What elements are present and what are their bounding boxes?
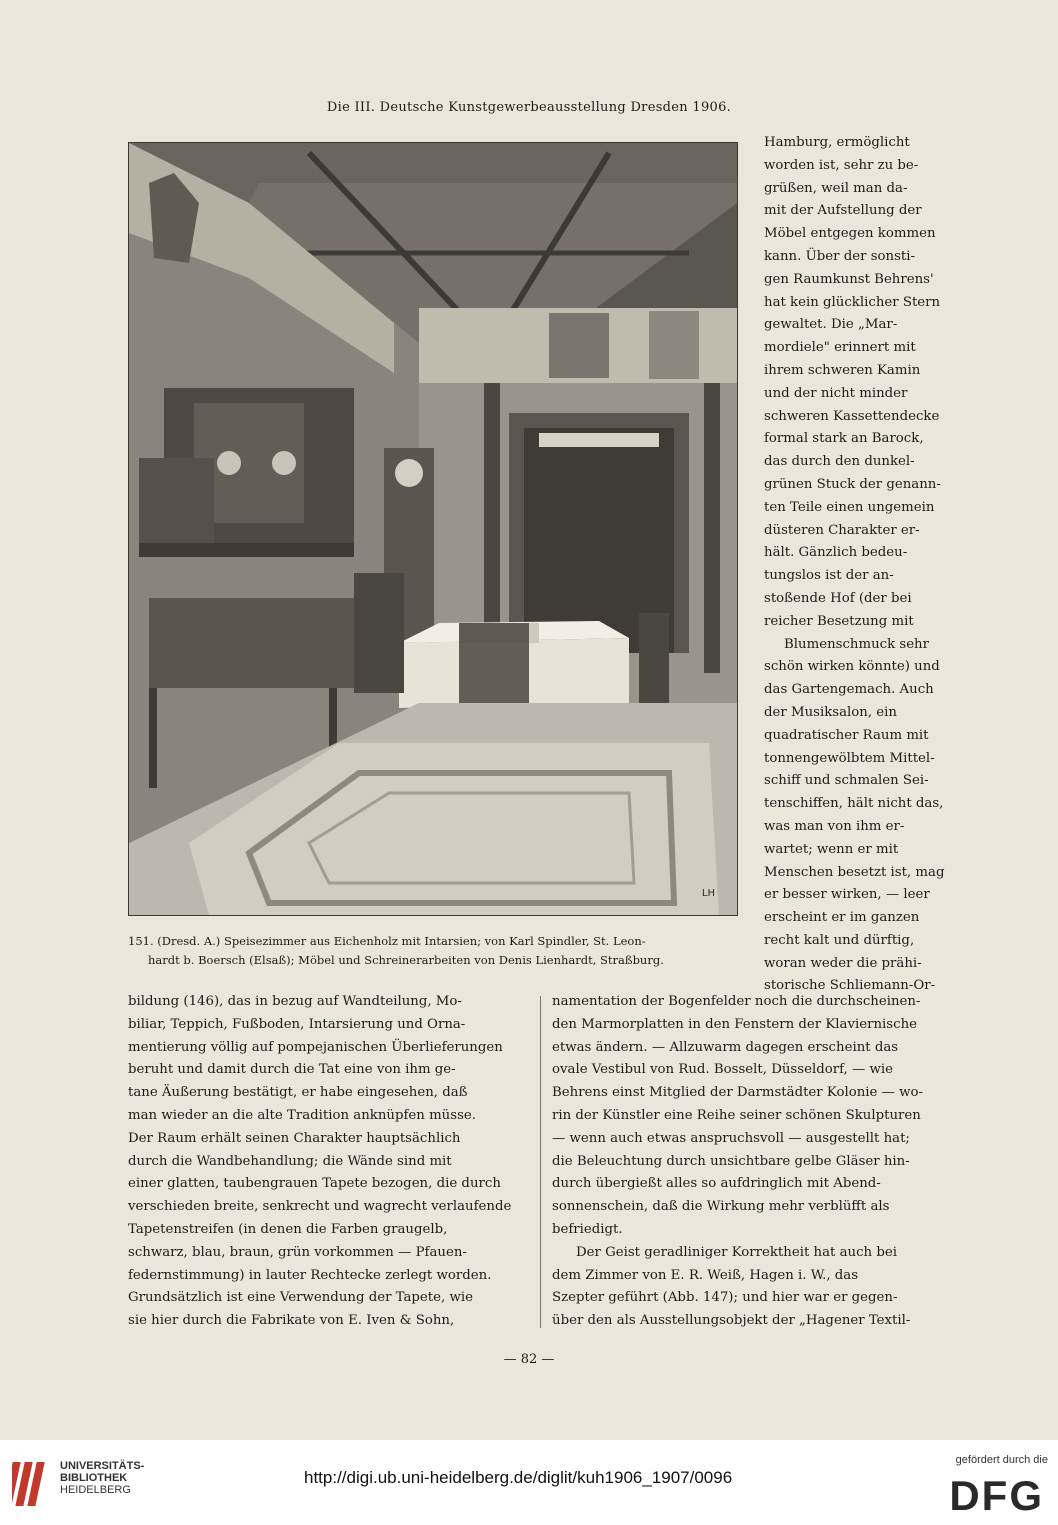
text-line: schwarz, blau, braun, grün vorkommen — Pfauen- <box>128 1244 467 1260</box>
text-line: den Marmorplatten in den Fenstern der Klaviernische <box>552 1016 917 1032</box>
text-line: Tapetenstreifen (in denen die Farben graugelb, <box>128 1221 448 1237</box>
text-line: Behrens einst Mitglied der Darmstädter Kolonie — wo- <box>552 1085 924 1101</box>
text-line: worden ist, sehr zu be- <box>764 157 919 173</box>
text-line: erscheint er im ganzen <box>764 910 920 926</box>
text-line: sonnenschein, daß die Wirkung mehr verblüfft als <box>552 1199 890 1215</box>
university-library-logo-icon <box>12 1456 52 1510</box>
text-line: grünen Stuck der genann- <box>764 476 941 492</box>
text-line: tane Äußerung bestätigt, er habe eingesehen, daß <box>128 1085 468 1101</box>
text-line: durch die Wandbehandlung; die Wände sind mit <box>128 1153 452 1169</box>
text-line: das durch den dunkel- <box>764 454 915 470</box>
text-line: das Gartengemach. Auch <box>764 682 934 698</box>
text-line: etwas ändern. — Allzuwarm dagegen erscheint das <box>552 1039 899 1055</box>
text-line: reicher Besetzung mit <box>764 613 914 629</box>
text-line: hat kein glücklicher Stern <box>764 294 941 310</box>
figure-photograph <box>128 142 738 916</box>
text-line: mit der Aufstellung der <box>764 203 922 219</box>
text-line: beruht und damit durch die Tat eine von ihm ge- <box>128 1062 456 1078</box>
text-line: man wieder an die alte Tradition anknüpfen müsse. <box>128 1107 476 1123</box>
text-line: mordiele" erinnert mit <box>764 340 916 356</box>
caption-line: hardt b. Boersch (Elsaß); Möbel und Schreinerarbeiten von Denis Lienhardt, Straßburg. <box>148 953 664 967</box>
text-line: mentierung völlig auf pompejanischen Überlieferungen <box>128 1039 503 1055</box>
text-line: was man von ihm er- <box>764 818 905 834</box>
photo-monogram: LH <box>701 888 715 899</box>
text-line: und der nicht minder <box>764 385 908 401</box>
text-line: bildung (146), das in bezug auf Wandteilung, Mo- <box>128 994 462 1009</box>
text-line: ihrem schweren Kamin <box>764 362 921 378</box>
text-line: die Beleuchtung durch unsichtbare gelbe Gläser hin- <box>552 1153 910 1169</box>
text-line: Menschen besetzt ist, mag <box>764 864 945 880</box>
side-text-column <box>764 132 960 998</box>
text-line: gewaltet. Die „Mar- <box>764 317 898 333</box>
text-line: wartet; wenn er mit <box>764 841 899 857</box>
text-line: formal stark an Barock, <box>764 431 924 447</box>
text-line: ovale Vestibul von Rud. Bosselt, Düsseldorf, — wie <box>552 1062 894 1078</box>
text-line: Der Raum erhält seinen Charakter hauptsächlich <box>128 1130 461 1146</box>
text-line: schön wirken könnte) und <box>764 659 940 675</box>
text-line: befriedigt. <box>552 1221 623 1237</box>
figure-caption <box>128 932 740 970</box>
dining-room-photo-illustration <box>129 143 737 915</box>
caption-line: 151. (Dresd. A.) Speisezimmer aus Eichenholz mit Intarsien; von Karl Spindler, St. Leon- <box>128 934 646 948</box>
text-line: — wenn auch etwas anspruchsvoll — ausgestellt hat; <box>552 1130 910 1146</box>
text-line: Hamburg, ermöglicht <box>764 135 910 150</box>
library-name-line: UNIVERSITÄTS- <box>60 1460 145 1472</box>
text-line: schiff und schmalen Sei- <box>764 773 929 789</box>
text-line: verschieden breite, senkrecht und wagrecht verlaufende <box>128 1199 512 1215</box>
text-line: stoßende Hof (der bei <box>764 590 912 606</box>
text-line: tungslos ist der an- <box>764 568 894 584</box>
text-line: düsteren Charakter er- <box>764 522 920 538</box>
text-line: durch übergießt alles so aufdringlich mit Abend- <box>552 1176 881 1192</box>
text-line: quadratischer Raum mit <box>764 727 929 743</box>
library-name-line: BIBLIOTHEK <box>60 1472 128 1484</box>
text-line: sie hier durch die Fabrikate von E. Iven & Sohn, <box>128 1313 455 1329</box>
text-line: Szepter geführt (Abb. 147); und hier war er gegen- <box>552 1290 898 1306</box>
text-line: recht kalt und dürftig, <box>764 932 915 948</box>
right-text-column <box>552 991 958 1333</box>
digitization-footer <box>0 1440 1058 1525</box>
page-number: — 82 — <box>503 1352 555 1367</box>
text-line: Blumenschmuck sehr <box>784 636 929 652</box>
library-name <box>60 1460 144 1496</box>
text-line: tonnengewölbtem Mittel- <box>764 750 935 766</box>
text-line: storische Schliemann-Or- <box>764 978 936 994</box>
text-line: tenschiffen, hält nicht das, <box>764 796 944 812</box>
text-line: biliar, Teppich, Fußboden, Intarsierung und Orna- <box>128 1016 466 1032</box>
text-line: kann. Über der sonsti- <box>764 248 916 264</box>
text-line: woran weder die prähi- <box>764 955 922 971</box>
text-line: namentation der Bogenfelder noch die durchscheinen- <box>552 994 921 1009</box>
text-line: ten Teile einen ungemein <box>764 499 935 515</box>
text-line: über den als Ausstellungsobjekt der „Hagener Textil- <box>552 1313 911 1329</box>
text-line: einer glatten, taubengrauen Tapete bezogen, die durch <box>128 1176 501 1192</box>
left-text-column <box>128 991 528 1333</box>
text-line: gen Raumkunst Behrens' <box>764 271 934 287</box>
text-line: hält. Gänzlich bedeu- <box>764 545 908 561</box>
dfg-logo: DFG <box>949 1472 1044 1519</box>
column-divider <box>540 996 541 1328</box>
library-name-line: HEIDELBERG <box>60 1484 131 1496</box>
text-line: Grundsätzlich ist eine Verwendung der Tapete, wie <box>128 1290 473 1306</box>
text-line: rin der Künstler eine Reihe seiner schönen Skulpturen <box>552 1107 921 1123</box>
text-line: federnstimmung) in lauter Rechtecke zerlegt worden. <box>128 1267 492 1283</box>
text-line: der Musiksalon, ein <box>764 704 897 720</box>
text-line: er besser wirken, — leer <box>764 887 930 903</box>
text-line: Möbel entgegen kommen <box>764 226 936 242</box>
text-line: dem Zimmer von E. R. Weiß, Hagen i. W., das <box>552 1267 859 1283</box>
running-head: Die III. Deutsche Kunstgewerbeausstellung Dresden 1906. <box>326 100 732 115</box>
text-line: schweren Kassettendecke <box>764 408 940 424</box>
funded-by-label: gefördert durch die <box>955 1454 1048 1466</box>
text-line: grüßen, weil man da- <box>764 180 908 196</box>
permalink-url[interactable]: http://digi.ub.uni-heidelberg.de/diglit/kuh1906_1907/0096 <box>304 1468 733 1487</box>
text-line: Der Geist geradliniger Korrektheit hat auch bei <box>576 1244 897 1260</box>
